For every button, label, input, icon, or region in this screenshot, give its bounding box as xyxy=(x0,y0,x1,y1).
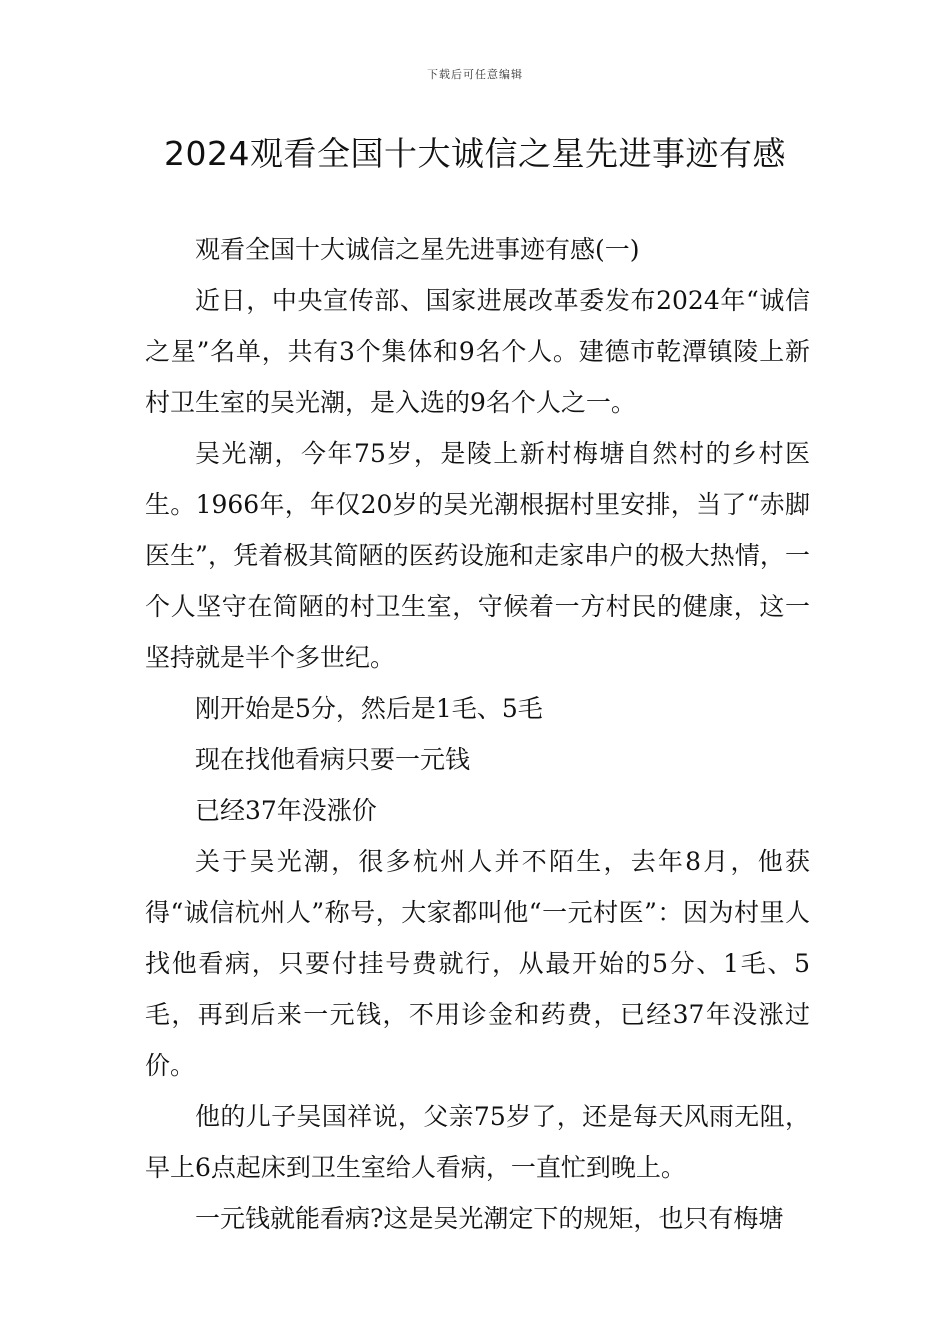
paragraph-subtitle: 观看全国十大诚信之星先进事迹有感(一) xyxy=(195,235,640,264)
paragraph: 他的儿子吴国祥说，父亲75岁了，还是每天风雨无阻，早上6点起床到卫生室给人看病，一直忙到晚上。 xyxy=(145,1102,810,1182)
paragraph: 刚开始是5分，然后是1毛、5毛 xyxy=(195,694,543,723)
document-title: 2024观看全国十大诚信之星先进事迹有感 xyxy=(164,134,786,173)
paragraph: 现在找他看病只要一元钱 xyxy=(195,745,471,774)
paragraph: 吴光潮，今年75岁，是陵上新村梅塘自然村的乡村医生。1966年，年仅20岁的吴光潮根据村里安排，当了“赤脚医生”，凭着极其简陋的医药设施和走家串户的极大热情，一个人坚守在简陋的村卫生室，守候着一方村民的健康，这一坚持就是半个多世纪。 xyxy=(145,439,810,672)
paragraph: 已经37年没涨价 xyxy=(195,796,377,825)
paragraph: 一元钱就能看病?这是吴光潮定下的规矩，也只有梅塘 xyxy=(195,1204,784,1233)
paragraph: 关于吴光潮，很多杭州人并不陌生，去年8月，他获得“诚信杭州人”称号，大家都叫他“一元村医”：因为村里人找他看病，只要付挂号费就行，从最开始的5分、1毛、5毛，再到后来一元钱，不用诊金和药费，已经37年没涨过价。 xyxy=(145,847,810,1080)
paragraph: 近日，中央宣传部、国家进展改革委发布2024年“诚信之星”名单，共有3个集体和9名个人。建德市乾潭镇陵上新村卫生室的吴光潮，是入选的9名个人之一。 xyxy=(145,286,810,417)
document-body xyxy=(145,224,810,1244)
header-note: 下载后可任意编辑 xyxy=(427,68,523,81)
